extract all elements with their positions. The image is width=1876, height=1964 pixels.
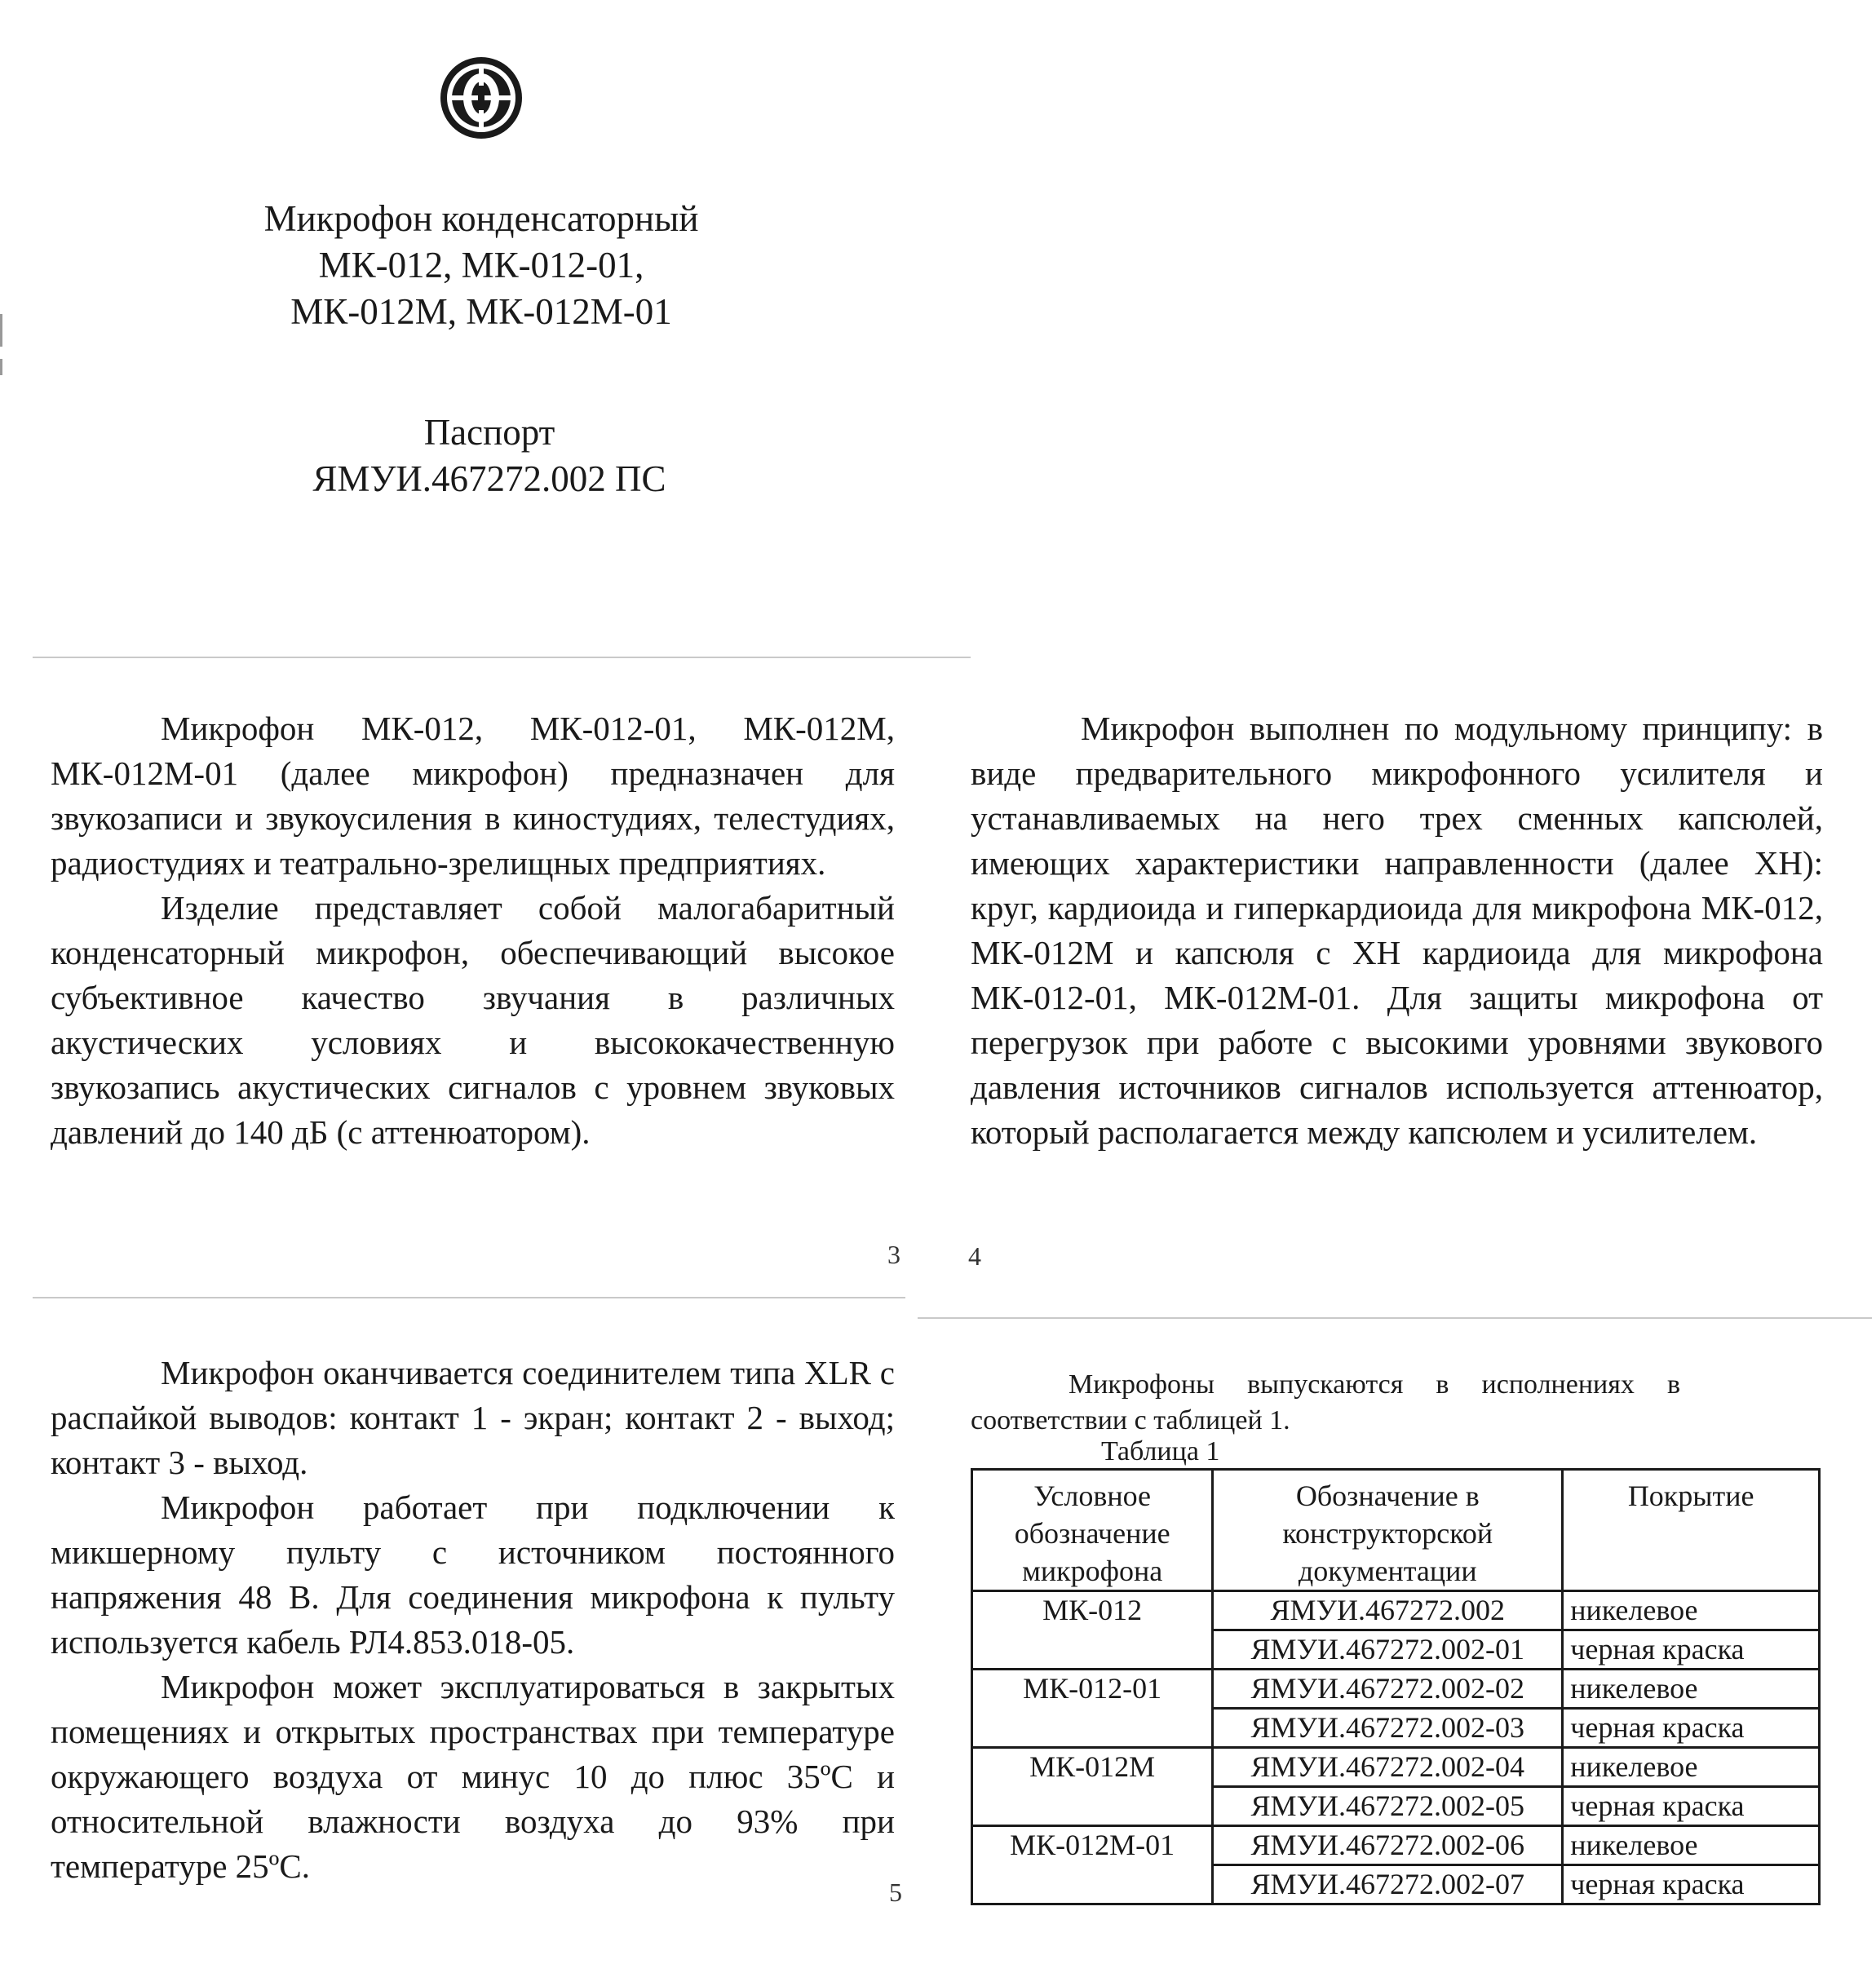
cover-title-line: МК-012, МК-012-01, bbox=[318, 245, 644, 285]
paragraph: Микрофон МК-012, МК-012-01, МК-012М, МК-012М-01 (далее микрофон) предназначен для звукозаписи и звукоусиления в киностудиях, телестудиях, радиостудиях и театрально-зрелищных предприятиях. bbox=[51, 710, 895, 882]
table-row bbox=[972, 1591, 1820, 1630]
code-cell: ЯМУИ.467272.002-04 bbox=[1213, 1748, 1563, 1787]
page-6 bbox=[971, 1367, 1680, 1439]
code-cell: ЯМУИ.467272.002-03 bbox=[1213, 1709, 1563, 1748]
page-number: 4 bbox=[968, 1241, 981, 1271]
coating-cell: черная краска bbox=[1563, 1787, 1820, 1826]
page-3 bbox=[51, 706, 895, 1155]
page-divider bbox=[918, 1317, 1872, 1319]
cover-title bbox=[188, 196, 775, 335]
page-number: 3 bbox=[887, 1240, 900, 1269]
column-header: Покрытие bbox=[1563, 1470, 1820, 1591]
cover-title-line: МК-012М, МК-012М-01 bbox=[290, 291, 672, 332]
page-5 bbox=[51, 1351, 895, 1889]
variants-table bbox=[971, 1468, 1821, 1905]
cover-title-line: Микрофон конденсаторный bbox=[263, 198, 699, 239]
code-cell: ЯМУИ.467272.002-05 bbox=[1213, 1787, 1563, 1826]
code-cell: ЯМУИ.467272.002-07 bbox=[1213, 1865, 1563, 1904]
page-divider bbox=[33, 657, 971, 658]
coating-cell: никелевое bbox=[1563, 1826, 1820, 1865]
manufacturer-logo-icon bbox=[436, 53, 526, 143]
code-cell: ЯМУИ.467272.002-01 bbox=[1213, 1630, 1563, 1670]
code-cell: ЯМУИ.467272.002-02 bbox=[1213, 1670, 1563, 1709]
column-header: Обозначение в конструкторской документации bbox=[1213, 1470, 1563, 1591]
model-cell: МК-012 bbox=[972, 1591, 1213, 1670]
scan-edge-mark bbox=[0, 314, 2, 347]
scan-edge-mark bbox=[0, 359, 2, 375]
paragraph: Изделие представляет собой малогабаритный конденсаторный микрофон, обеспечивающий высокое субъективное качество звучания в различных акустических условиях и высококачественную звукозапись акустических сигналов с уровнем звуковых давлений до 140 дБ (с аттенюатором). bbox=[51, 889, 895, 1151]
coating-cell: черная краска bbox=[1563, 1630, 1820, 1670]
column-header: Условное обозначение микрофона bbox=[972, 1470, 1213, 1591]
table-row bbox=[972, 1670, 1820, 1709]
model-cell: МК-012М bbox=[972, 1748, 1213, 1826]
table-header-row bbox=[972, 1470, 1820, 1591]
doc-code: ЯМУИ.467272.002 ПС bbox=[312, 458, 666, 499]
page-divider bbox=[33, 1297, 905, 1298]
table-row bbox=[972, 1748, 1820, 1787]
coating-cell: никелевое bbox=[1563, 1591, 1820, 1630]
coating-cell: черная краска bbox=[1563, 1865, 1820, 1904]
table-caption: Таблица 1 bbox=[1101, 1436, 1220, 1466]
cover-doc-id bbox=[196, 409, 783, 502]
paragraph: Микрофон оканчивается соединителем типа XLR с распайкой выводов: контакт 1 - экран; контакт 2 - выход; контакт 3 - выход. bbox=[51, 1354, 895, 1481]
code-cell: ЯМУИ.467272.002 bbox=[1213, 1591, 1563, 1630]
coating-cell: никелевое bbox=[1563, 1670, 1820, 1709]
paragraph: Микрофон выполнен по модульному принципу: в виде предварительного микрофонного усилителя и устанавливаемых на него трех сменных капсюлей, имеющих характеристики направленности (далее ХН): круг, кардиоида и гиперкардиоида для микрофона МК-012, МК-012М и капсюля с ХН кардиоида для микрофона МК-012-01, МК-012М-01. Для защиты микрофона от перегрузок при работе с высокими уровнями звукового давления источников сигналов используется аттенюатор, который располагается между капсюлем и усилителем. bbox=[971, 710, 1823, 1151]
table-intro: Микрофоны выпускаются в исполнениях в соответствии с таблицей 1. bbox=[971, 1369, 1680, 1435]
table-row bbox=[972, 1826, 1820, 1865]
doc-type: Паспорт bbox=[423, 412, 555, 453]
page-number: 5 bbox=[889, 1878, 902, 1907]
coating-cell: никелевое bbox=[1563, 1748, 1820, 1787]
paragraph: Микрофон может эксплуатироваться в закрытых помещениях и открытых пространствах при температуре окружающего воздуха от минус 10 до плюс 35ºС и относительной влажности воздуха до 93% при температуре 25ºС. bbox=[51, 1668, 895, 1885]
model-cell: МК-012М-01 bbox=[972, 1826, 1213, 1904]
model-cell: МК-012-01 bbox=[972, 1670, 1213, 1748]
coating-cell: черная краска bbox=[1563, 1709, 1820, 1748]
page-4 bbox=[971, 706, 1823, 1155]
code-cell: ЯМУИ.467272.002-06 bbox=[1213, 1826, 1563, 1865]
paragraph: Микрофон работает при подключении к микшерному пульту с источником постоянного напряжения 48 В. Для соединения микрофона к пульту используется кабель РЛ4.853.018-05. bbox=[51, 1488, 895, 1661]
